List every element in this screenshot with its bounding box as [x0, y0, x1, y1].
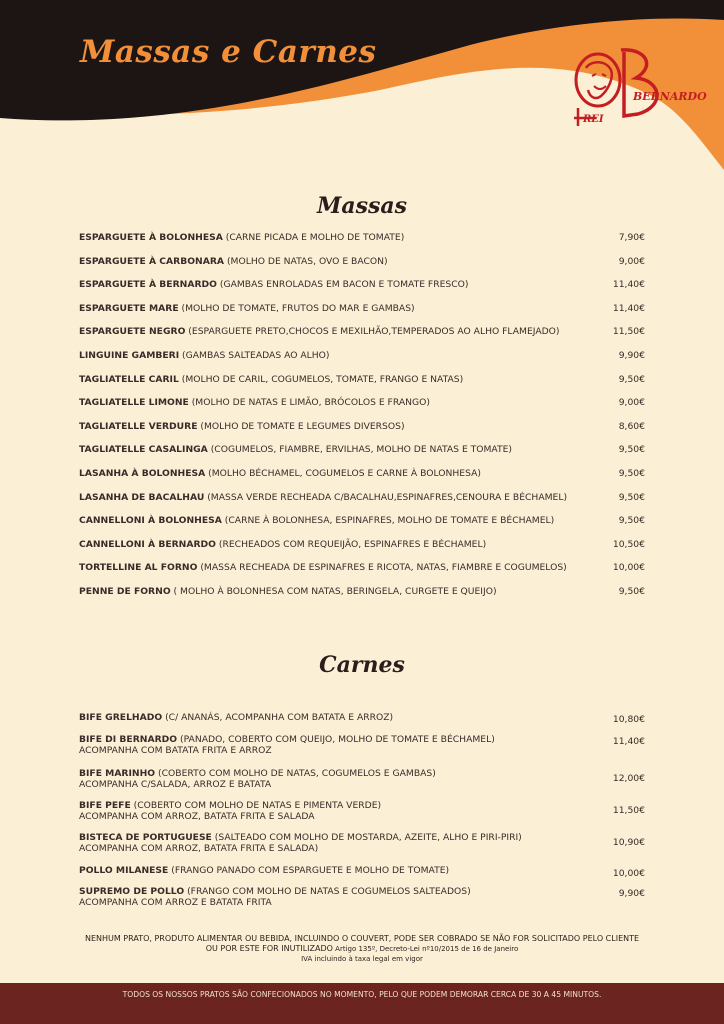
item-name: PENNE DE FORNO — [79, 585, 171, 597]
item-description: (PANADO, COBERTO COM QUEIJO, MOLHO DE TOMATE E BÉCHAMEL) — [177, 734, 495, 745]
item-price: 11,40€ — [612, 736, 645, 747]
item-description: (MOLHO BÉCHAMEL, COGUMELOS E CARNE À BOLONHESA) — [205, 467, 481, 479]
item-name: ESPARGUETE NEGRO — [79, 326, 186, 338]
item-name: TAGLIATELLE CASALINGA — [79, 444, 208, 456]
footnote-vat: IVA incluindo à taxa legal em vigor — [301, 955, 423, 963]
item-price: 11,40€ — [612, 302, 645, 314]
item-price: 9,90€ — [618, 888, 645, 899]
item-price: 9,50€ — [618, 515, 645, 527]
item-price: 10,50€ — [612, 538, 645, 550]
item-description: (MOLHO DE NATAS E LIMÃO, BRÓCOLOS E FRANGO) — [188, 397, 430, 409]
item-accompaniment: ACOMPANHA COM ARROZ, BATATA FRITA E SALADA) — [79, 843, 319, 854]
item-price: 9,50€ — [618, 491, 645, 503]
item-name: LASANHA À BOLONHESA — [79, 467, 206, 479]
menu-item — [79, 886, 645, 910]
menu-item — [79, 326, 645, 350]
item-price: 11,40€ — [612, 279, 645, 291]
bottom-notice-bar — [0, 983, 724, 1024]
item-description: (ESPARGUETE PRETO,CHOCOS E MEXILHÃO,TEMPERADOS AO ALHO FLAMEJADO) — [185, 326, 560, 338]
item-name: BISTECA DE PORTUGUESE — [79, 832, 212, 843]
item-name: ESPARGUETE À CARBONARA — [79, 255, 225, 267]
footnote-line-1: NENHUM PRATO, PRODUTO ALIMENTAR OU BEBIDA, INCLUINDO O COUVERT, PODE SER COBRADO SE NÃO FOR SOLICITADO PELO CLIENTE — [84, 934, 640, 943]
item-name: TAGLIATELLE VERDURE — [79, 420, 198, 432]
item-price: 11,50€ — [612, 326, 645, 338]
massas-menu-list — [79, 232, 645, 610]
item-name: BIFE MARINHO — [79, 768, 156, 779]
item-description: (COBERTO COM MOLHO DE NATAS E PIMENTA VERDE) — [130, 800, 382, 811]
item-description: (MOLHO DE TOMATE, FRUTOS DO MAR E GAMBAS) — [178, 302, 415, 314]
page-title: Massas e Carnes — [80, 34, 377, 70]
menu-item — [79, 303, 645, 327]
item-name: ESPARGUETE MARE — [79, 302, 179, 314]
item-description: (MOLHO DE TOMATE E LEGUMES DIVERSOS) — [197, 420, 405, 432]
item-price: 8,60€ — [618, 420, 645, 432]
item-description: (CARNE À BOLONHESA, ESPINAFRES, MOLHO DE TOMATE E BÉCHAMEL) — [221, 515, 555, 527]
item-name: BIFE GRELHADO — [79, 712, 163, 723]
item-accompaniment: ACOMPANHA C/SALADA, ARROZ E BATATA — [79, 779, 272, 790]
menu-item — [79, 800, 645, 832]
item-price: 9,50€ — [618, 467, 645, 479]
item-name: LINGUINE GAMBERI — [79, 349, 180, 361]
logo-brand-text: BERNARDO — [633, 90, 707, 103]
menu-item — [79, 562, 645, 586]
item-name: POLLO MILANESE — [79, 865, 169, 876]
menu-item — [79, 492, 645, 516]
item-price: 10,00€ — [612, 562, 645, 574]
footnote-line-2a: OU POR ESTE FOR INUTILIZADO — [205, 944, 333, 953]
menu-item — [79, 350, 645, 374]
item-name: TAGLIATELLE CARIL — [79, 373, 179, 385]
item-name: BIFE PEFE — [79, 800, 131, 811]
item-name: TAGLIATELLE LIMONE — [79, 397, 189, 409]
menu-item — [79, 539, 645, 563]
item-description: (SALTEADO COM MOLHO DE MOSTARDA, AZEITE, ALHO E PIRI-PIRI) — [211, 832, 522, 843]
item-description: (COBERTO COM MOLHO DE NATAS, COGUMELOS E GAMBAS) — [155, 768, 436, 779]
item-description: (MOLHO DE CARIL, COGUMELOS, TOMATE, FRANGO E NATAS) — [178, 373, 464, 385]
item-description: (FRANGO PANADO COM ESPARGUETE E MOLHO DE TOMATE) — [168, 865, 450, 876]
item-name: CANNELLONI À BOLONHESA — [79, 515, 222, 527]
menu-item — [79, 734, 645, 768]
item-price: 12,00€ — [612, 773, 645, 784]
item-description: (C/ ANANÁS, ACOMPANHA COM BATATA E ARROZ) — [162, 712, 394, 723]
menu-item — [79, 832, 645, 865]
item-name: BIFE DI BERNARDO — [79, 734, 178, 745]
item-name: ESPARGUETE À BERNARDO — [79, 279, 217, 291]
footnote-law-reference: Artigo 135º, Decreto-Lei nº10/2015 de 16 de Janeiro — [332, 945, 519, 953]
item-price: 10,00€ — [612, 868, 645, 879]
menu-item — [79, 515, 645, 539]
logo-prefix-text: REI — [583, 114, 604, 125]
footnote-line-2 — [0, 944, 724, 954]
menu-item — [79, 865, 645, 886]
legal-footnote — [0, 934, 724, 964]
carnes-menu-list — [79, 712, 645, 910]
item-price: 9,50€ — [618, 444, 645, 456]
item-description: (COGUMELOS, FIAMBRE, ERVILHAS, MOLHO DE NATAS E TOMATE) — [207, 444, 513, 456]
menu-item — [79, 256, 645, 280]
menu-item — [79, 444, 645, 468]
menu-item — [79, 421, 645, 445]
item-description: (MASSA VERDE RECHEADA C/BACALHAU,ESPINAFRES,CENOURA E BÉCHAMEL) — [204, 491, 568, 503]
menu-item — [79, 712, 645, 734]
item-price: 11,50€ — [612, 805, 645, 816]
item-price: 9,00€ — [618, 255, 645, 267]
item-description: (GAMBAS ENROLADAS EM BACON E TOMATE FRESCO) — [216, 279, 469, 291]
item-price: 10,80€ — [612, 714, 645, 725]
item-price: 9,90€ — [618, 349, 645, 361]
item-name: LASANHA DE BACALHAU — [79, 491, 205, 503]
item-accompaniment: ACOMPANHA COM BATATA FRITA E ARROZ — [79, 745, 272, 756]
item-name: CANNELLONI À BERNARDO — [79, 538, 216, 550]
item-accompaniment: ACOMPANHA COM ARROZ, BATATA FRITA E SALADA — [79, 811, 315, 822]
item-name: ESPARGUETE À BOLONHESA — [79, 232, 223, 243]
item-description: (MOLHO DE NATAS, OVO E BACON) — [224, 255, 388, 267]
carnes-section-title: Carnes — [319, 652, 405, 678]
menu-item — [79, 232, 645, 256]
item-description: (CARNE PICADA E MOLHO DE TOMATE) — [222, 232, 405, 243]
item-price: 9,50€ — [618, 373, 645, 385]
item-description: (GAMBAS SALTEADAS AO ALHO) — [179, 349, 330, 361]
item-description: (FRANGO COM MOLHO DE NATAS E COGUMELOS SALTEADOS) — [184, 886, 471, 897]
menu-item — [79, 397, 645, 421]
menu-item — [79, 468, 645, 492]
menu-item — [79, 768, 645, 800]
item-description: (MASSA RECHEADA DE ESPINAFRES E RICOTA, NATAS, FIAMBRE E COGUMELOS) — [197, 562, 567, 574]
item-name: TORTELLINE AL FORNO — [79, 562, 198, 574]
bottom-notice-text: TODOS OS NOSSOS PRATOS SÃO CONFECIONADOS NO MOMENTO, PELO QUE PODEM DEMORAR CERCA DE 30 A 45 MINUTOS. — [122, 990, 602, 999]
item-price: 9,00€ — [618, 397, 645, 409]
item-price: 9,50€ — [618, 585, 645, 597]
menu-item — [79, 279, 645, 303]
menu-item — [79, 586, 645, 610]
item-price: 10,90€ — [612, 837, 645, 848]
item-accompaniment: ACOMPANHA COM ARROZ E BATATA FRITA — [79, 897, 272, 908]
item-name: SUPREMO DE POLLO — [79, 886, 185, 897]
massas-section-title: Massas — [316, 193, 408, 219]
menu-item — [79, 374, 645, 398]
item-price: 7,90€ — [618, 232, 645, 243]
item-description: ( MOLHO À BOLONHESA COM NATAS, BERINGELA, CURGETE E QUEIJO) — [170, 585, 497, 597]
item-description: (RECHEADOS COM REQUEIJÃO, ESPINAFRES E BÉCHAMEL) — [215, 538, 487, 550]
